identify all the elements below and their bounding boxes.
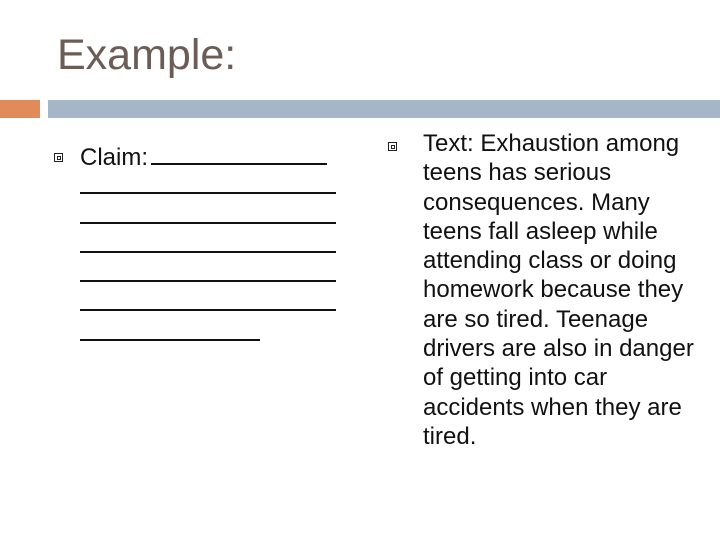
blank-rule [80, 321, 260, 341]
claim-line [80, 172, 340, 201]
claim-line [80, 289, 340, 318]
claim-line [80, 231, 340, 260]
claim-line [80, 202, 340, 231]
claim-line-first [80, 143, 340, 172]
blank-rule [80, 174, 336, 194]
claim-label: Claim: [80, 144, 149, 171]
blank-rule [80, 262, 336, 282]
claim-bullet [80, 143, 340, 348]
blank-rule [151, 145, 327, 165]
text-bullet: Text: Exhaustion among teens has serious consequences. Many teens fall asleep while attending class or doing homework because they are so tired. Teenage drivers are also in danger of getting into car accidents when they are tired. [423, 130, 694, 450]
square-bullet-icon [388, 142, 397, 151]
square-bullet-icon [54, 153, 63, 162]
title-divider-bar [48, 100, 720, 118]
slide-title: Example: [57, 31, 237, 79]
blank-rule [80, 233, 336, 253]
accent-bar [0, 100, 40, 118]
claim-line-last [80, 319, 340, 348]
blank-rule [80, 204, 336, 224]
claim-line [80, 260, 340, 289]
blank-rule [80, 291, 336, 311]
